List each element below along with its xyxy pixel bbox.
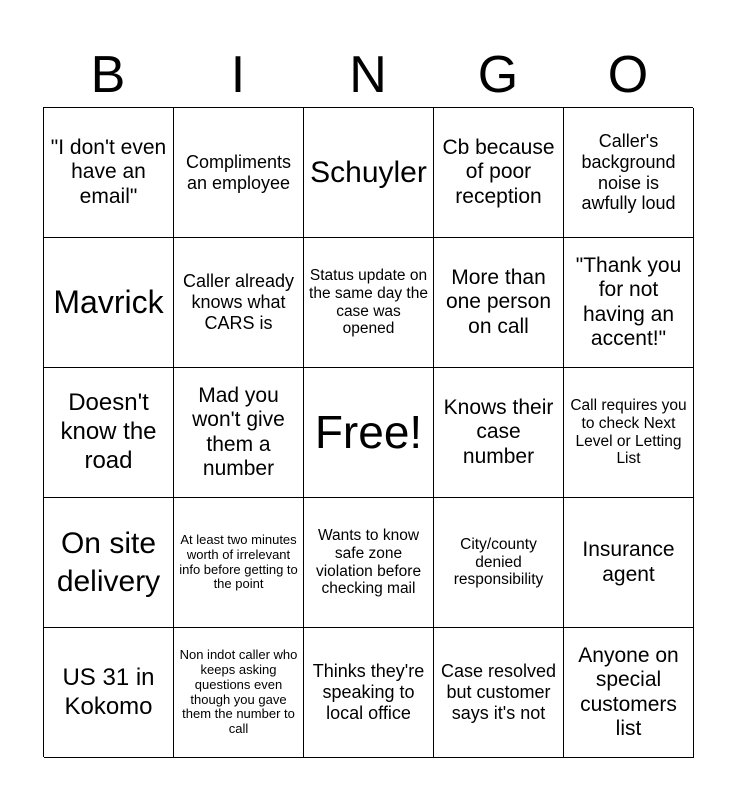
bingo-cell[interactable]: "I don't even have an email" — [44, 108, 174, 238]
bingo-cell[interactable]: Schuyler — [304, 108, 434, 238]
bingo-card — [43, 107, 693, 757]
bingo-cell[interactable]: Anyone on special customers list — [564, 628, 694, 758]
bingo-cell[interactable]: Insurance agent — [564, 498, 694, 628]
bingo-cell[interactable]: At least two minutes worth of irrelevant info before getting to the point — [174, 498, 304, 628]
bingo-cell[interactable]: Mad you won't give them a number — [174, 368, 304, 498]
bingo-cell[interactable]: Doesn't know the road — [44, 368, 174, 498]
header-letter-i: I — [230, 46, 246, 104]
bingo-cell[interactable]: "Thank you for not having an accent!" — [564, 238, 694, 368]
bingo-cell[interactable]: Knows their case number — [434, 368, 564, 498]
bingo-cell[interactable]: On site delivery — [44, 498, 174, 628]
bingo-cell[interactable]: Mavrick — [44, 238, 174, 368]
bingo-cell[interactable]: Cb because of poor reception — [434, 108, 564, 238]
bingo-cell[interactable]: Thinks they're speaking to local office — [304, 628, 434, 758]
header-letter-n: N — [349, 46, 387, 104]
bingo-cell[interactable]: Wants to know safe zone violation before checking mail — [304, 498, 434, 628]
bingo-cell[interactable]: Compliments an employee — [174, 108, 304, 238]
free-space-cell[interactable]: Free! — [304, 368, 434, 498]
header-letter-o: O — [607, 46, 649, 104]
bingo-cell[interactable]: Status update on the same day the case was opened — [304, 238, 434, 368]
bingo-cell[interactable]: Case resolved but customer says it's not — [434, 628, 564, 758]
bingo-cell[interactable]: US 31 in Kokomo — [44, 628, 174, 758]
bingo-header — [43, 44, 693, 106]
bingo-cell[interactable]: Non indot caller who keeps asking questions even though you gave them the number to call — [174, 628, 304, 758]
bingo-cell[interactable]: City/county denied responsibility — [434, 498, 564, 628]
header-letter-g: G — [477, 46, 519, 104]
bingo-cell[interactable]: Call requires you to check Next Level or Letting List — [564, 368, 694, 498]
header-letter-b: B — [90, 46, 126, 104]
bingo-cell[interactable]: Caller's background noise is awfully loud — [564, 108, 694, 238]
bingo-cell[interactable]: More than one person on call — [434, 238, 564, 368]
bingo-cell[interactable]: Caller already knows what CARS is — [174, 238, 304, 368]
